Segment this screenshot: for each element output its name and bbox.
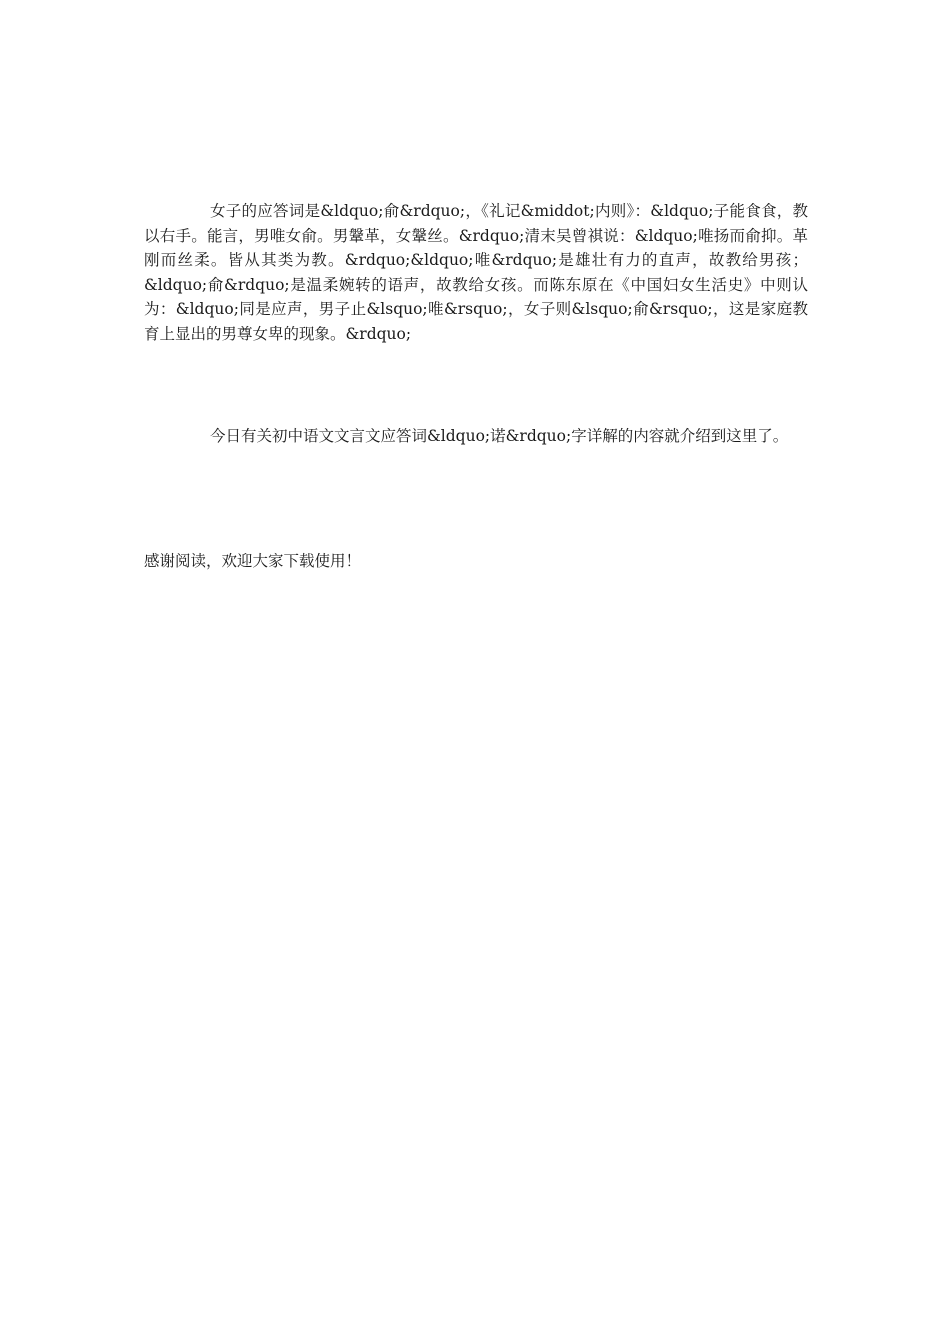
closing-thanks-paragraph: 感谢阅读，欢迎大家下载使用！ <box>144 552 362 570</box>
body-paragraph-women-response: 女子的应答词是&ldquo;俞&rdquo;，《礼记&middot;内则》：&ldquo;子能食食，教以右手。能言，男唯女俞。男鞶革，女鞶丝。&rdquo;清末吴曾祺说：&ldquo;唯扬而俞抑。革刚而丝柔。皆从其类为教。&rdquo;&ldquo;唯&rdquo;是雄壮有力的直声，故教给男孩；&ldquo;俞&rdquo;是温柔婉转的语声，故教给女孩。而陈东原在《中国妇女生活史》中则认为：&ldquo;同是应声，男子止&lsquo;唯&rsquo;，女子则&lsquo;俞&rsquo;，这是家庭教育上显出的男尊女卑的现象。&rdquo; <box>144 202 808 343</box>
body-paragraph-summary: 今日有关初中语文文言文应答词&ldquo;诺&rdquo;字详解的内容就介绍到这里了。 <box>210 427 789 445</box>
